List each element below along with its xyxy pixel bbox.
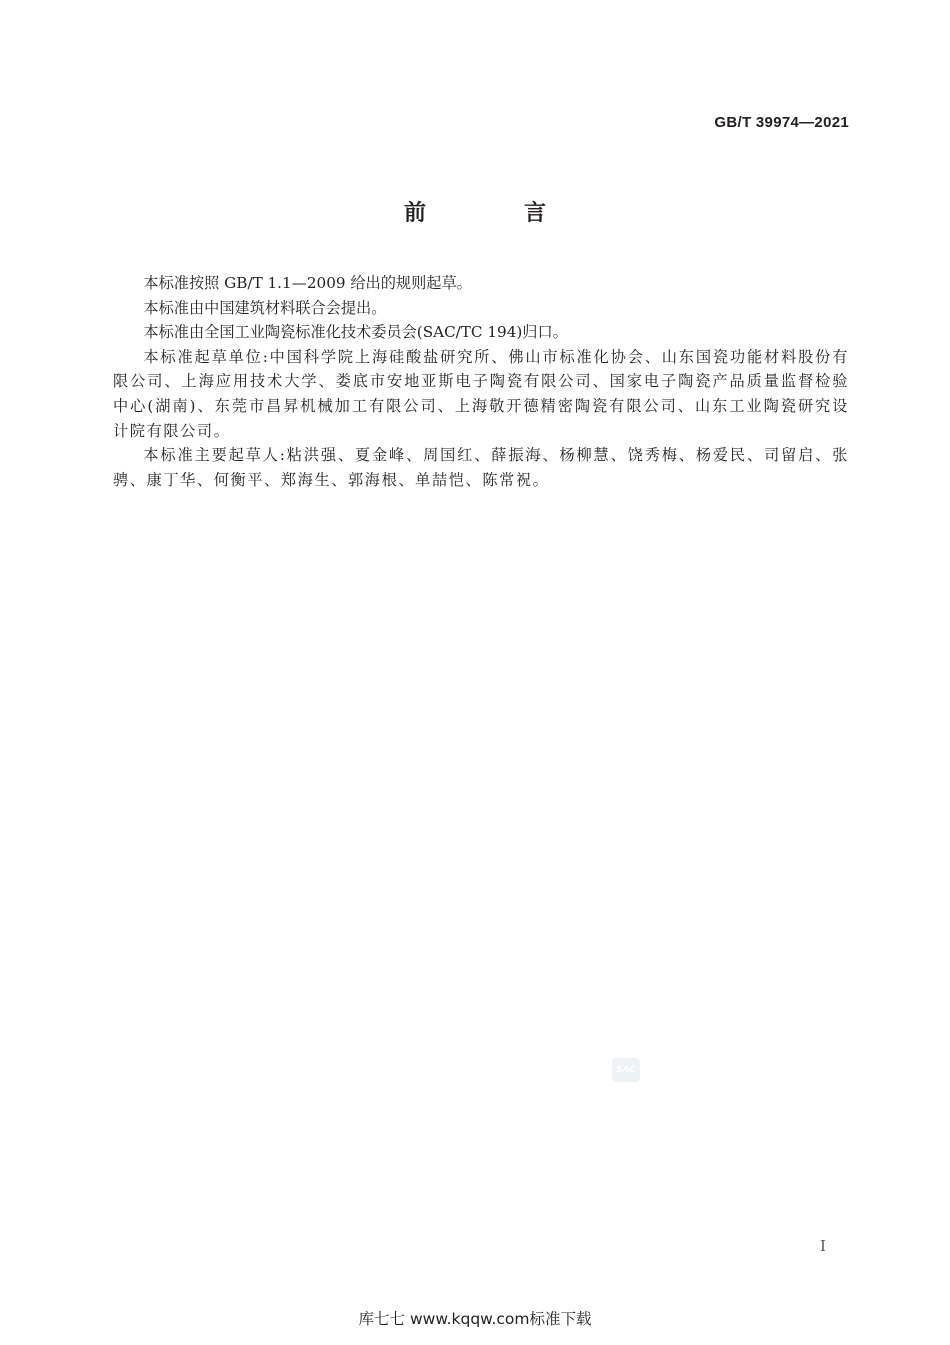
sac-logo-watermark: SAC <box>612 1058 640 1082</box>
standard-number: GB/T 39974—2021 <box>714 114 849 131</box>
footer-text: 库七七 www.kqqw.com标准下载 <box>358 1310 592 1328</box>
paragraph-drafting-rules: 本标准按照 GB/T 1.1—2009 给出的规则起草。 <box>143 274 472 292</box>
paragraph-proposer: 本标准由中国建筑材料联合会提出。 <box>143 298 387 317</box>
document-body <box>113 271 849 492</box>
page-number: I <box>820 1237 826 1255</box>
page-title: 前 言 <box>403 201 584 226</box>
paragraph-drafters: 本标准主要起草人:粘洪强、夏金峰、周国红、薛振海、杨柳慧、饶秀梅、杨爱民、司留启、张骋、康丁华、何衡平、郑海生、郭海根、单喆恺、陈常祝。 <box>113 446 849 489</box>
paragraph-committee: 本标准由全国工业陶瓷标准化技术委员会(SAC/TC 194)归口。 <box>143 323 568 342</box>
paragraph-drafting-units: 本标准起草单位:中国科学院上海硅酸盐研究所、佛山市标准化协会、山东国瓷功能材料股份有限公司、上海应用技术大学、娄底市安地亚斯电子陶瓷有限公司、国家电子陶瓷产品质量监督检验中心(湖南)、东莞市昌昇机械加工有限公司、上海敬开德精密陶瓷有限公司、山东工业陶瓷研究设计院有限公司。 <box>113 347 849 440</box>
